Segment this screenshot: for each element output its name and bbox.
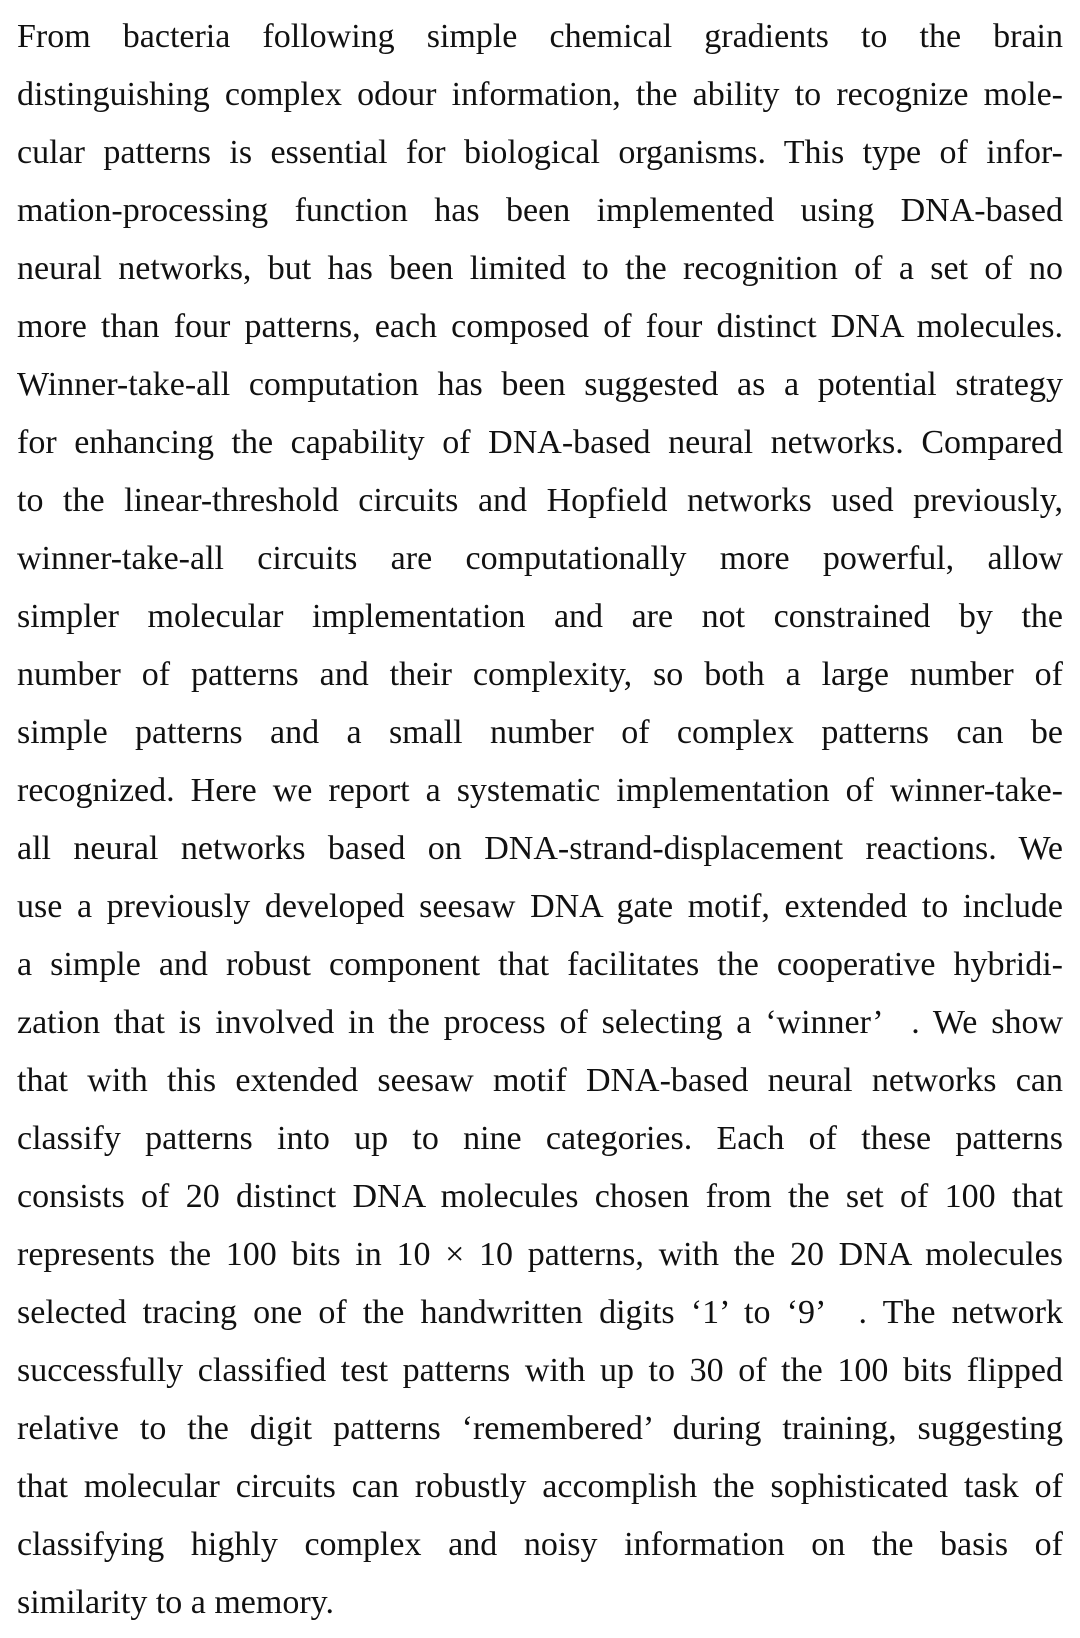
- text-line: From bacteria following simple chemical gradients to the brain: [17, 18, 1063, 55]
- text-line: classify patterns into up to nine categories. Each of these patterns: [17, 1120, 1063, 1157]
- text-line: recognized. Here we report a systematic implementation of winner-take-: [17, 772, 1063, 809]
- text-line: zation that is involved in the process of selecting a ‘winner’ . We show: [17, 1004, 1063, 1041]
- text-line: simpler molecular implementation and are not constrained by the: [17, 598, 1063, 635]
- text-line: all neural networks based on DNA-strand-displacement reactions. We: [17, 830, 1063, 867]
- text-line: Winner-take-all computation has been suggested as a potential strategy: [17, 366, 1063, 403]
- text-line: relative to the digit patterns ‘remembered’ during training, suggesting: [17, 1410, 1063, 1447]
- text-line: represents the 100 bits in 10 × 10 patterns, with the 20 DNA molecules: [17, 1236, 1063, 1273]
- abstract-paragraph: [17, 8, 1063, 1632]
- text-line: winner-take-all circuits are computationally more powerful, allow: [17, 540, 1063, 577]
- text-line: similarity to a memory.: [17, 1584, 334, 1621]
- text-line: that molecular circuits can robustly accomplish the sophisticated task of: [17, 1468, 1063, 1505]
- text-line: a simple and robust component that facilitates the cooperative hybridi-: [17, 946, 1063, 983]
- text-line: number of patterns and their complexity, so both a large number of: [17, 656, 1063, 693]
- text-line: use a previously developed seesaw DNA gate motif, extended to include: [17, 888, 1063, 925]
- text-line: for enhancing the capability of DNA-based neural networks. Compared: [17, 424, 1063, 461]
- text-line: mation-processing function has been implemented using DNA-based: [17, 192, 1063, 229]
- text-line: consists of 20 distinct DNA molecules chosen from the set of 100 that: [17, 1178, 1063, 1215]
- text-line: selected tracing one of the handwritten digits ‘1’ to ‘9’ . The network: [17, 1294, 1063, 1331]
- text-line: simple patterns and a small number of complex patterns can be: [17, 714, 1063, 751]
- text-line: more than four patterns, each composed of four distinct DNA molecules.: [17, 308, 1063, 345]
- text-line: successfully classified test patterns with up to 30 of the 100 bits flipped: [17, 1352, 1063, 1389]
- text-line: that with this extended seesaw motif DNA-based neural networks can: [17, 1062, 1063, 1099]
- text-line: cular patterns is essential for biological organisms. This type of infor-: [17, 134, 1063, 171]
- text-line: to the linear-threshold circuits and Hopfield networks used previously,: [17, 482, 1063, 519]
- text-line: classifying highly complex and noisy information on the basis of: [17, 1526, 1063, 1563]
- text-line: distinguishing complex odour information, the ability to recognize mole-: [17, 76, 1063, 113]
- text-line: neural networks, but has been limited to the recognition of a set of no: [17, 250, 1063, 287]
